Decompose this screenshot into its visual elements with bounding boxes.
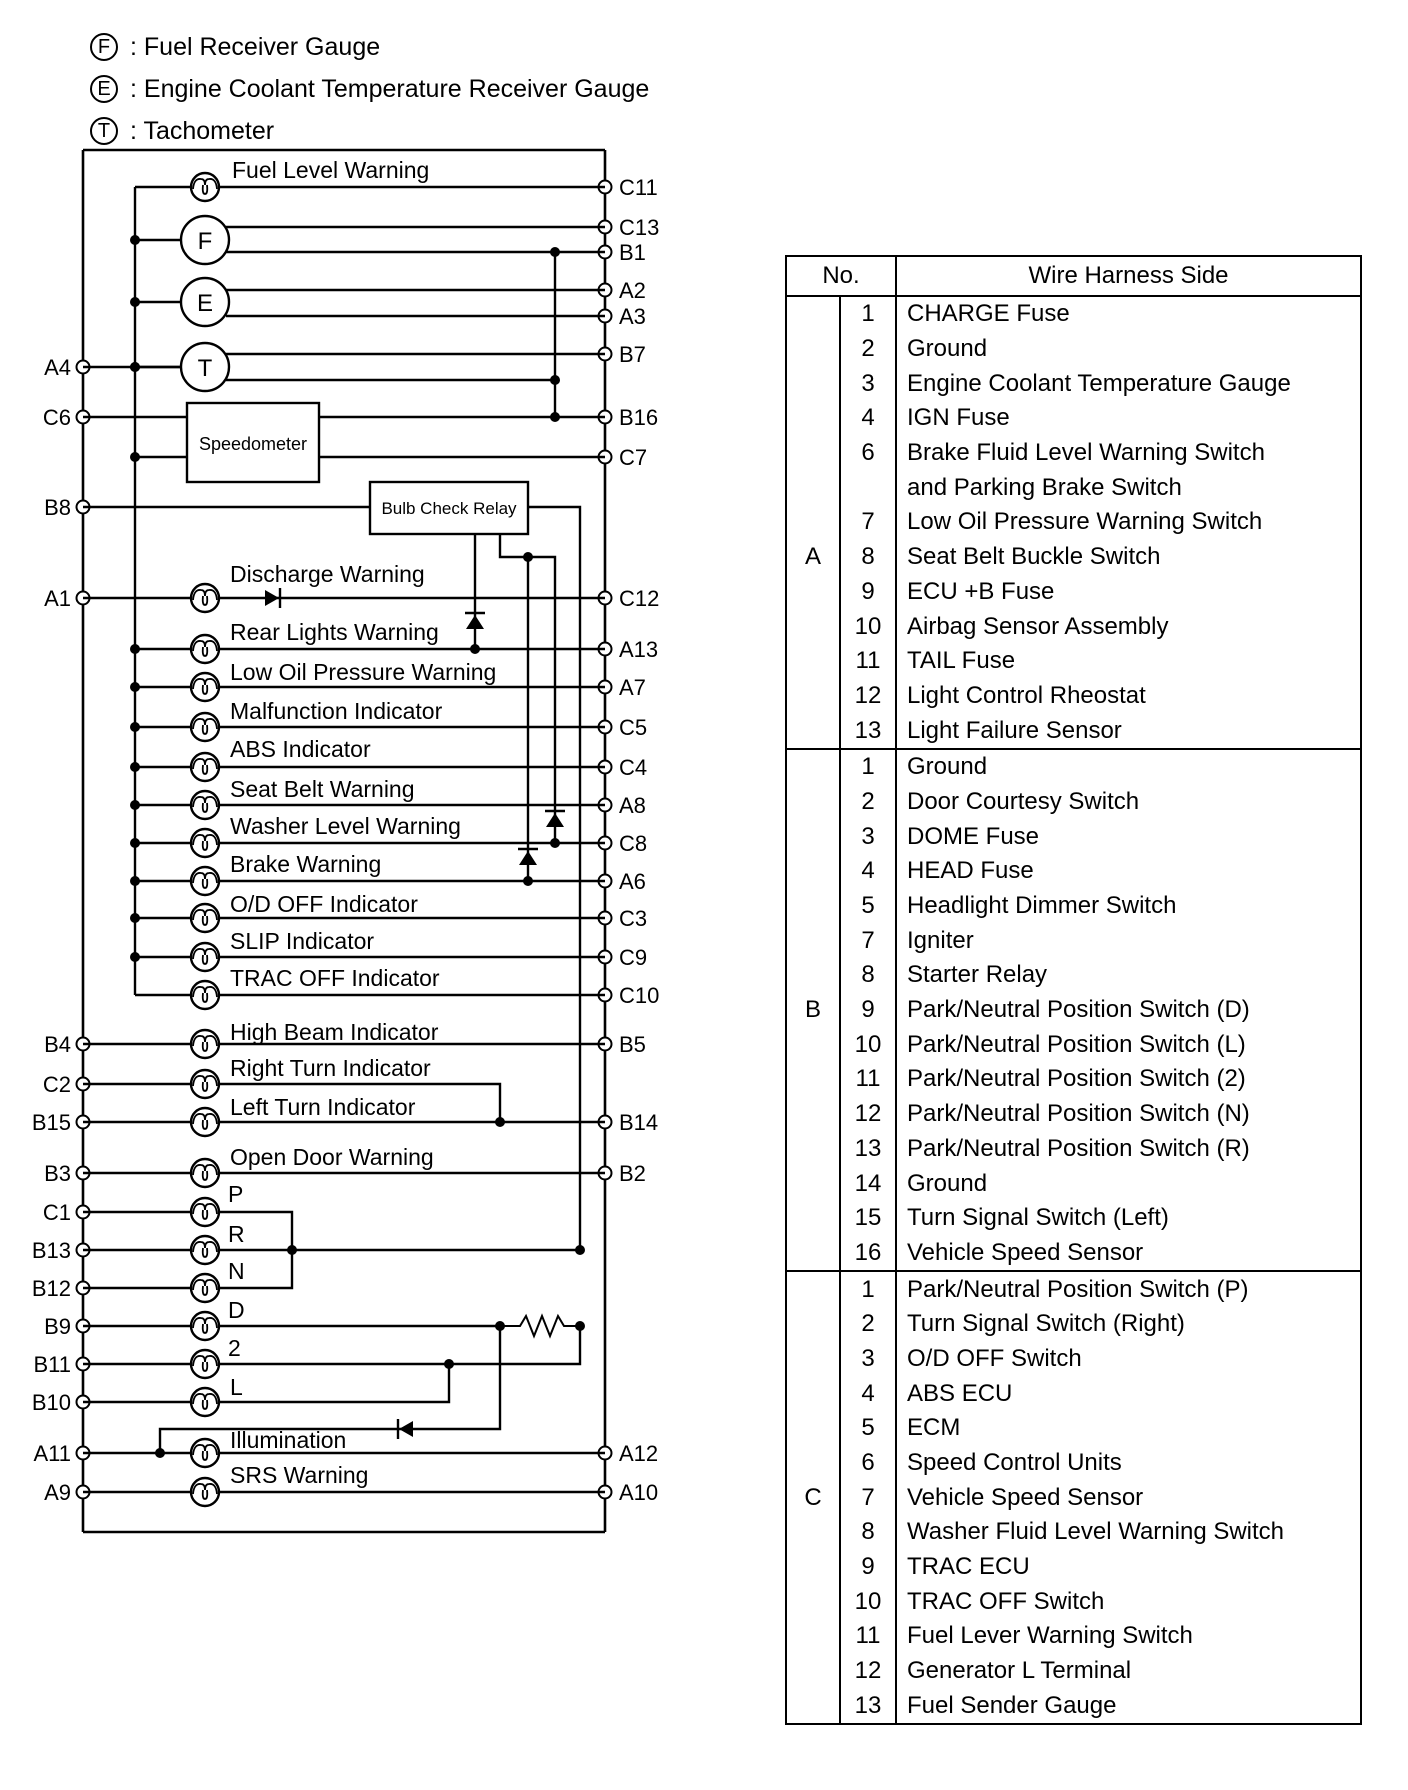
pin-number: 11 — [840, 1062, 896, 1097]
connector-group — [786, 1201, 840, 1236]
pin-description: Fuel Lever Warning Switch — [896, 1619, 1361, 1654]
right-terminal-label: B7 — [619, 342, 646, 367]
connector-group — [786, 1132, 840, 1167]
table-row — [786, 679, 1361, 714]
connector-group — [786, 436, 840, 471]
lamp-label: Illumination — [230, 1427, 347, 1453]
table-row — [786, 505, 1361, 540]
header-no: No. — [786, 256, 896, 296]
pin-description: Park/Neutral Position Switch (R) — [896, 1132, 1361, 1167]
right-terminal-label: C9 — [619, 945, 648, 970]
lamp-label: Fuel Level Warning — [232, 157, 430, 183]
pin-number: 2 — [840, 785, 896, 820]
pin-number: 12 — [840, 679, 896, 714]
right-terminal-label: B5 — [619, 1032, 646, 1057]
lamp-label: Malfunction Indicator — [230, 698, 443, 724]
pin-number — [840, 470, 896, 505]
bulb-lamp-icon — [191, 173, 219, 201]
lamp-label: O/D OFF Indicator — [230, 891, 418, 917]
pin-number: 10 — [840, 1027, 896, 1062]
pin-description: Turn Signal Switch (Left) — [896, 1201, 1361, 1236]
bulb-lamp-icon — [191, 904, 219, 932]
bulb-lamp-icon — [191, 1070, 219, 1098]
pin-description: Fuel Sender Gauge — [896, 1689, 1361, 1725]
pin-number: 7 — [840, 505, 896, 540]
pin-number: 1 — [840, 1271, 896, 1307]
right-terminal-label: B2 — [619, 1161, 646, 1186]
pin-description: Door Courtesy Switch — [896, 785, 1361, 820]
pin-description: TAIL Fuse — [896, 644, 1361, 679]
right-terminal-label: A7 — [619, 675, 646, 700]
pin-description: Park/Neutral Position Switch (P) — [896, 1271, 1361, 1307]
junction-dot — [130, 952, 140, 962]
right-terminal-label: C8 — [619, 831, 648, 856]
table-row — [786, 1376, 1361, 1411]
connector-group — [786, 1166, 840, 1201]
connector-group — [786, 470, 840, 505]
table-row — [786, 1411, 1361, 1446]
pin-number: 13 — [840, 1132, 896, 1167]
left-terminal-label: A1 — [44, 586, 71, 611]
pin-number: 9 — [840, 1550, 896, 1585]
diode-icon — [546, 813, 564, 827]
connector-group — [786, 1689, 840, 1725]
lamp-label: D — [228, 1297, 245, 1323]
table-row — [786, 1480, 1361, 1515]
connector-group — [786, 1619, 840, 1654]
pin-number: 14 — [840, 1166, 896, 1201]
junction-dot — [130, 682, 140, 692]
connector-group — [786, 819, 840, 854]
pin-number: 15 — [840, 1201, 896, 1236]
table-row — [786, 575, 1361, 610]
bulb-lamp-icon — [191, 981, 219, 1009]
connector-group — [786, 749, 840, 785]
right-terminal-label: A3 — [619, 304, 646, 329]
pin-number: 4 — [840, 401, 896, 436]
table-row — [786, 644, 1361, 679]
table-row — [786, 1236, 1361, 1272]
connector-group — [786, 1550, 840, 1585]
table-row — [786, 958, 1361, 993]
lamp-label: Right Turn Indicator — [230, 1055, 431, 1081]
pin-number: 13 — [840, 1689, 896, 1725]
junction-dot — [523, 876, 533, 886]
right-terminal-label: C7 — [619, 445, 648, 470]
bulb-lamp-icon — [191, 1478, 219, 1506]
pin-description: Generator L Terminal — [896, 1654, 1361, 1689]
right-terminal-label: C4 — [619, 755, 648, 780]
junction-dot — [130, 235, 140, 245]
lamp-label: N — [228, 1258, 245, 1284]
junction-dot — [130, 838, 140, 848]
connector-group — [786, 713, 840, 749]
right-terminal-label: C10 — [619, 983, 660, 1008]
bulb-lamp-icon — [191, 635, 219, 663]
pin-number: 8 — [840, 958, 896, 993]
wire — [83, 1326, 580, 1364]
connector-group — [786, 1515, 840, 1550]
pin-number: 2 — [840, 332, 896, 367]
pin-description: ABS ECU — [896, 1376, 1361, 1411]
junction-dot — [130, 762, 140, 772]
table-row — [786, 1307, 1361, 1342]
lamp-label: Washer Level Warning — [230, 813, 461, 839]
pin-number: 3 — [840, 819, 896, 854]
junction-dot — [550, 838, 560, 848]
connector-group — [786, 1271, 840, 1307]
table-row — [786, 1550, 1361, 1585]
pin-description: Turn Signal Switch (Right) — [896, 1307, 1361, 1342]
pin-number: 8 — [840, 540, 896, 575]
bulb-lamp-icon — [191, 1274, 219, 1302]
table-row — [786, 854, 1361, 889]
table-row — [786, 993, 1361, 1028]
junction-dot — [550, 247, 560, 257]
legend-label: : Engine Coolant Temperature Receiver Gauge — [130, 74, 650, 103]
left-terminal-label: B12 — [31, 1276, 71, 1301]
left-terminal-label: A11 — [33, 1441, 71, 1466]
table-row — [786, 1097, 1361, 1132]
pin-number: 13 — [840, 713, 896, 749]
wire-harness-table — [785, 255, 1362, 1725]
lamp-label: P — [228, 1181, 244, 1207]
connector-group — [786, 1236, 840, 1272]
table-row — [786, 1689, 1361, 1725]
gauge-letter: T — [197, 355, 213, 382]
table-row — [786, 713, 1361, 749]
connector-group — [786, 1376, 840, 1411]
connector-group — [786, 644, 840, 679]
table-row — [786, 366, 1361, 401]
left-terminal-label: B8 — [44, 495, 71, 520]
connector-group: A — [786, 540, 840, 575]
pin-description: Park/Neutral Position Switch (D) — [896, 993, 1361, 1028]
junction-dot — [130, 297, 140, 307]
bulb-lamp-icon — [191, 1439, 219, 1467]
junction-dot — [130, 452, 140, 462]
bulb-lamp-icon — [191, 1108, 219, 1136]
right-terminal-label: B1 — [619, 240, 646, 265]
connector-group — [786, 609, 840, 644]
junction-dot — [575, 1245, 585, 1255]
pin-description: Ground — [896, 1166, 1361, 1201]
connector-group — [786, 1654, 840, 1689]
connector-group — [786, 889, 840, 924]
pin-number: 4 — [840, 854, 896, 889]
right-terminal-label: A8 — [619, 793, 646, 818]
lamp-label: R — [228, 1221, 245, 1247]
pin-number: 10 — [840, 1584, 896, 1619]
bulb-lamp-icon — [191, 791, 219, 819]
pin-description: Park/Neutral Position Switch (L) — [896, 1027, 1361, 1062]
pin-number: 7 — [840, 923, 896, 958]
left-terminal-label: B11 — [33, 1352, 71, 1377]
connector-group — [786, 1062, 840, 1097]
lamp-label: Left Turn Indicator — [230, 1094, 416, 1120]
left-terminal-label: B3 — [44, 1161, 71, 1186]
pin-number: 5 — [840, 1411, 896, 1446]
left-terminal-label: B4 — [44, 1032, 71, 1057]
pin-description: Low Oil Pressure Warning Switch — [896, 505, 1361, 540]
connector-group — [786, 1584, 840, 1619]
bulb-lamp-icon — [191, 673, 219, 701]
connector-group — [786, 1097, 840, 1132]
pin-number: 1 — [840, 296, 896, 332]
pin-number: 11 — [840, 1619, 896, 1654]
diode-icon — [519, 851, 537, 865]
table-row — [786, 609, 1361, 644]
table-row — [786, 332, 1361, 367]
table-row — [786, 470, 1361, 505]
right-terminal-label: A2 — [619, 278, 646, 303]
junction-dot — [155, 1448, 165, 1458]
connector-group — [786, 332, 840, 367]
tachometer-symbol-icon: T — [90, 117, 118, 145]
pin-number: 16 — [840, 1236, 896, 1272]
right-terminal-label: C13 — [619, 215, 660, 240]
lamp-label: Rear Lights Warning — [230, 619, 439, 645]
table-row — [786, 749, 1361, 785]
table-row — [786, 1166, 1361, 1201]
junction-dot — [130, 644, 140, 654]
lamp-label: Discharge Warning — [230, 561, 425, 587]
bulb-lamp-icon — [191, 867, 219, 895]
right-terminal-label: B16 — [619, 405, 659, 430]
table-row — [786, 1027, 1361, 1062]
pin-number: 10 — [840, 609, 896, 644]
lamp-label: Brake Warning — [230, 851, 382, 877]
pin-description: ECU +B Fuse — [896, 575, 1361, 610]
left-terminal-label: A4 — [44, 355, 71, 380]
pin-description: TRAC OFF Switch — [896, 1584, 1361, 1619]
junction-dot — [130, 722, 140, 732]
header-wire-harness-side: Wire Harness Side — [896, 256, 1361, 296]
pin-description: Speed Control Units — [896, 1446, 1361, 1481]
connector-group — [786, 1342, 840, 1377]
bulb-lamp-icon — [191, 1159, 219, 1187]
right-terminal-label: B14 — [619, 1110, 659, 1135]
pin-description: ECM — [896, 1411, 1361, 1446]
pin-description: Starter Relay — [896, 958, 1361, 993]
wire — [83, 1364, 449, 1402]
table-row — [786, 785, 1361, 820]
connector-group — [786, 958, 840, 993]
legend-label: : Fuel Receiver Gauge — [130, 32, 381, 61]
table-row — [786, 1584, 1361, 1619]
pin-description: TRAC ECU — [896, 1550, 1361, 1585]
coolant-gauge-symbol-icon: E — [90, 75, 118, 103]
table-row — [786, 889, 1361, 924]
bulb-lamp-icon — [191, 943, 219, 971]
diode-icon — [399, 1421, 413, 1437]
pin-description: Igniter — [896, 923, 1361, 958]
pin-number: 3 — [840, 366, 896, 401]
right-terminal-label: A6 — [619, 869, 646, 894]
bulb-lamp-icon — [191, 1236, 219, 1264]
relay-label: Bulb Check Relay — [381, 499, 517, 518]
pin-number: 6 — [840, 436, 896, 471]
table-row — [786, 1654, 1361, 1689]
bulb-lamp-icon — [191, 584, 219, 612]
connector-group — [786, 854, 840, 889]
pin-description: Engine Coolant Temperature Gauge — [896, 366, 1361, 401]
bulb-lamp-icon — [191, 1388, 219, 1416]
right-terminal-label: C12 — [619, 586, 660, 611]
connector-group — [786, 505, 840, 540]
right-terminal-label: A12 — [619, 1441, 659, 1466]
table-row — [786, 1062, 1361, 1097]
connector-group — [786, 1027, 840, 1062]
left-terminal-label: A9 — [44, 1480, 71, 1505]
right-terminal-label: C3 — [619, 906, 648, 931]
bulb-lamp-icon — [191, 829, 219, 857]
left-terminal-label: C6 — [42, 405, 71, 430]
table-row — [786, 1446, 1361, 1481]
table-row — [786, 1271, 1361, 1307]
pin-description: Light Failure Sensor — [896, 713, 1361, 749]
pin-number: 1 — [840, 749, 896, 785]
table-row — [786, 923, 1361, 958]
diode-icon — [265, 590, 279, 606]
lamp-label: Seat Belt Warning — [230, 776, 415, 802]
pin-description: Airbag Sensor Assembly — [896, 609, 1361, 644]
bulb-lamp-icon — [191, 1350, 219, 1378]
right-terminal-label: C11 — [619, 175, 658, 200]
pin-number: 5 — [840, 889, 896, 924]
pin-number: 2 — [840, 1307, 896, 1342]
lamp-label: TRAC OFF Indicator — [230, 965, 440, 991]
junction-dot — [130, 913, 140, 923]
table-row — [786, 1515, 1361, 1550]
pin-description: Washer Fluid Level Warning Switch — [896, 1515, 1361, 1550]
pin-description: Vehicle Speed Sensor — [896, 1480, 1361, 1515]
junction-dot — [470, 644, 480, 654]
connector-group: C — [786, 1480, 840, 1515]
pin-number: 4 — [840, 1376, 896, 1411]
bulb-lamp-icon — [191, 753, 219, 781]
resistor-icon — [500, 1316, 580, 1336]
pin-number: 9 — [840, 993, 896, 1028]
connector-group — [786, 401, 840, 436]
table-row — [786, 1619, 1361, 1654]
lamp-label: ABS Indicator — [230, 736, 371, 762]
junction-dot — [550, 375, 560, 385]
table-row — [786, 1201, 1361, 1236]
speedometer-label: Speedometer — [198, 434, 308, 454]
pin-description: Ground — [896, 332, 1361, 367]
table-row — [786, 296, 1361, 332]
connector-group — [786, 1307, 840, 1342]
junction-dot — [130, 876, 140, 886]
pin-description: Seat Belt Buckle Switch — [896, 540, 1361, 575]
lamp-label: SRS Warning — [230, 1462, 369, 1488]
connector-group — [786, 785, 840, 820]
pin-number: 7 — [840, 1480, 896, 1515]
connector-group — [786, 1446, 840, 1481]
pin-number: 8 — [840, 1515, 896, 1550]
table-row — [786, 401, 1361, 436]
left-terminal-label: B15 — [31, 1110, 71, 1135]
gauge-letter: E — [196, 290, 214, 317]
pin-description: and Parking Brake Switch — [896, 470, 1361, 505]
bulb-lamp-icon — [191, 1198, 219, 1226]
junction-dot — [130, 800, 140, 810]
junction-dot — [130, 362, 140, 372]
pin-description: Vehicle Speed Sensor — [896, 1236, 1361, 1272]
connector-group — [786, 296, 840, 332]
left-terminal-label: B10 — [31, 1390, 71, 1415]
pin-description: Brake Fluid Level Warning Switch — [896, 436, 1361, 471]
legend-label: : Tachometer — [130, 116, 275, 145]
lamp-label: 2 — [228, 1335, 241, 1361]
pin-description: Ground — [896, 749, 1361, 785]
connector-group — [786, 1411, 840, 1446]
pin-description: IGN Fuse — [896, 401, 1361, 436]
pin-number: 12 — [840, 1097, 896, 1132]
bulb-lamp-icon — [191, 1030, 219, 1058]
lamp-label: High Beam Indicator — [230, 1019, 439, 1045]
pin-number: 11 — [840, 644, 896, 679]
table-row — [786, 819, 1361, 854]
lamp-label: SLIP Indicator — [230, 928, 375, 954]
left-terminal-label: C1 — [42, 1200, 71, 1225]
pin-number: 6 — [840, 1446, 896, 1481]
gauge-letter: F — [197, 228, 213, 255]
pin-description: Park/Neutral Position Switch (N) — [896, 1097, 1361, 1132]
pin-number: 3 — [840, 1342, 896, 1377]
table-row — [786, 1132, 1361, 1167]
table-row — [786, 1342, 1361, 1377]
pin-description: Headlight Dimmer Switch — [896, 889, 1361, 924]
connector-group — [786, 679, 840, 714]
pin-number: 12 — [840, 1654, 896, 1689]
pin-description: DOME Fuse — [896, 819, 1361, 854]
right-terminal-label: C5 — [619, 715, 648, 740]
table-row — [786, 436, 1361, 471]
diode-icon — [466, 615, 484, 629]
right-terminal-label: A10 — [619, 1480, 659, 1505]
connector-group — [786, 366, 840, 401]
lamp-label: L — [230, 1374, 243, 1400]
pin-description: Light Control Rheostat — [896, 679, 1361, 714]
pin-description: CHARGE Fuse — [896, 296, 1361, 332]
connector-group — [786, 575, 840, 610]
connector-group: B — [786, 993, 840, 1028]
junction-dot — [287, 1245, 297, 1255]
junction-dot — [523, 552, 533, 562]
connector-group — [786, 923, 840, 958]
left-terminal-label: B13 — [31, 1238, 71, 1263]
junction-dot — [495, 1117, 505, 1127]
bulb-lamp-icon — [191, 1312, 219, 1340]
pin-description: HEAD Fuse — [896, 854, 1361, 889]
table-row — [786, 540, 1361, 575]
fuel-gauge-symbol-icon: F — [90, 33, 118, 61]
lamp-label: Open Door Warning — [230, 1144, 434, 1170]
table-header-row — [786, 256, 1361, 296]
pin-number: 9 — [840, 575, 896, 610]
right-terminal-label: A13 — [619, 637, 659, 662]
lamp-label: Low Oil Pressure Warning — [230, 659, 497, 685]
pin-description: O/D OFF Switch — [896, 1342, 1361, 1377]
left-terminal-label: C2 — [42, 1072, 71, 1097]
left-terminal-label: B9 — [44, 1314, 71, 1339]
bulb-lamp-icon — [191, 713, 219, 741]
pin-description: Park/Neutral Position Switch (2) — [896, 1062, 1361, 1097]
